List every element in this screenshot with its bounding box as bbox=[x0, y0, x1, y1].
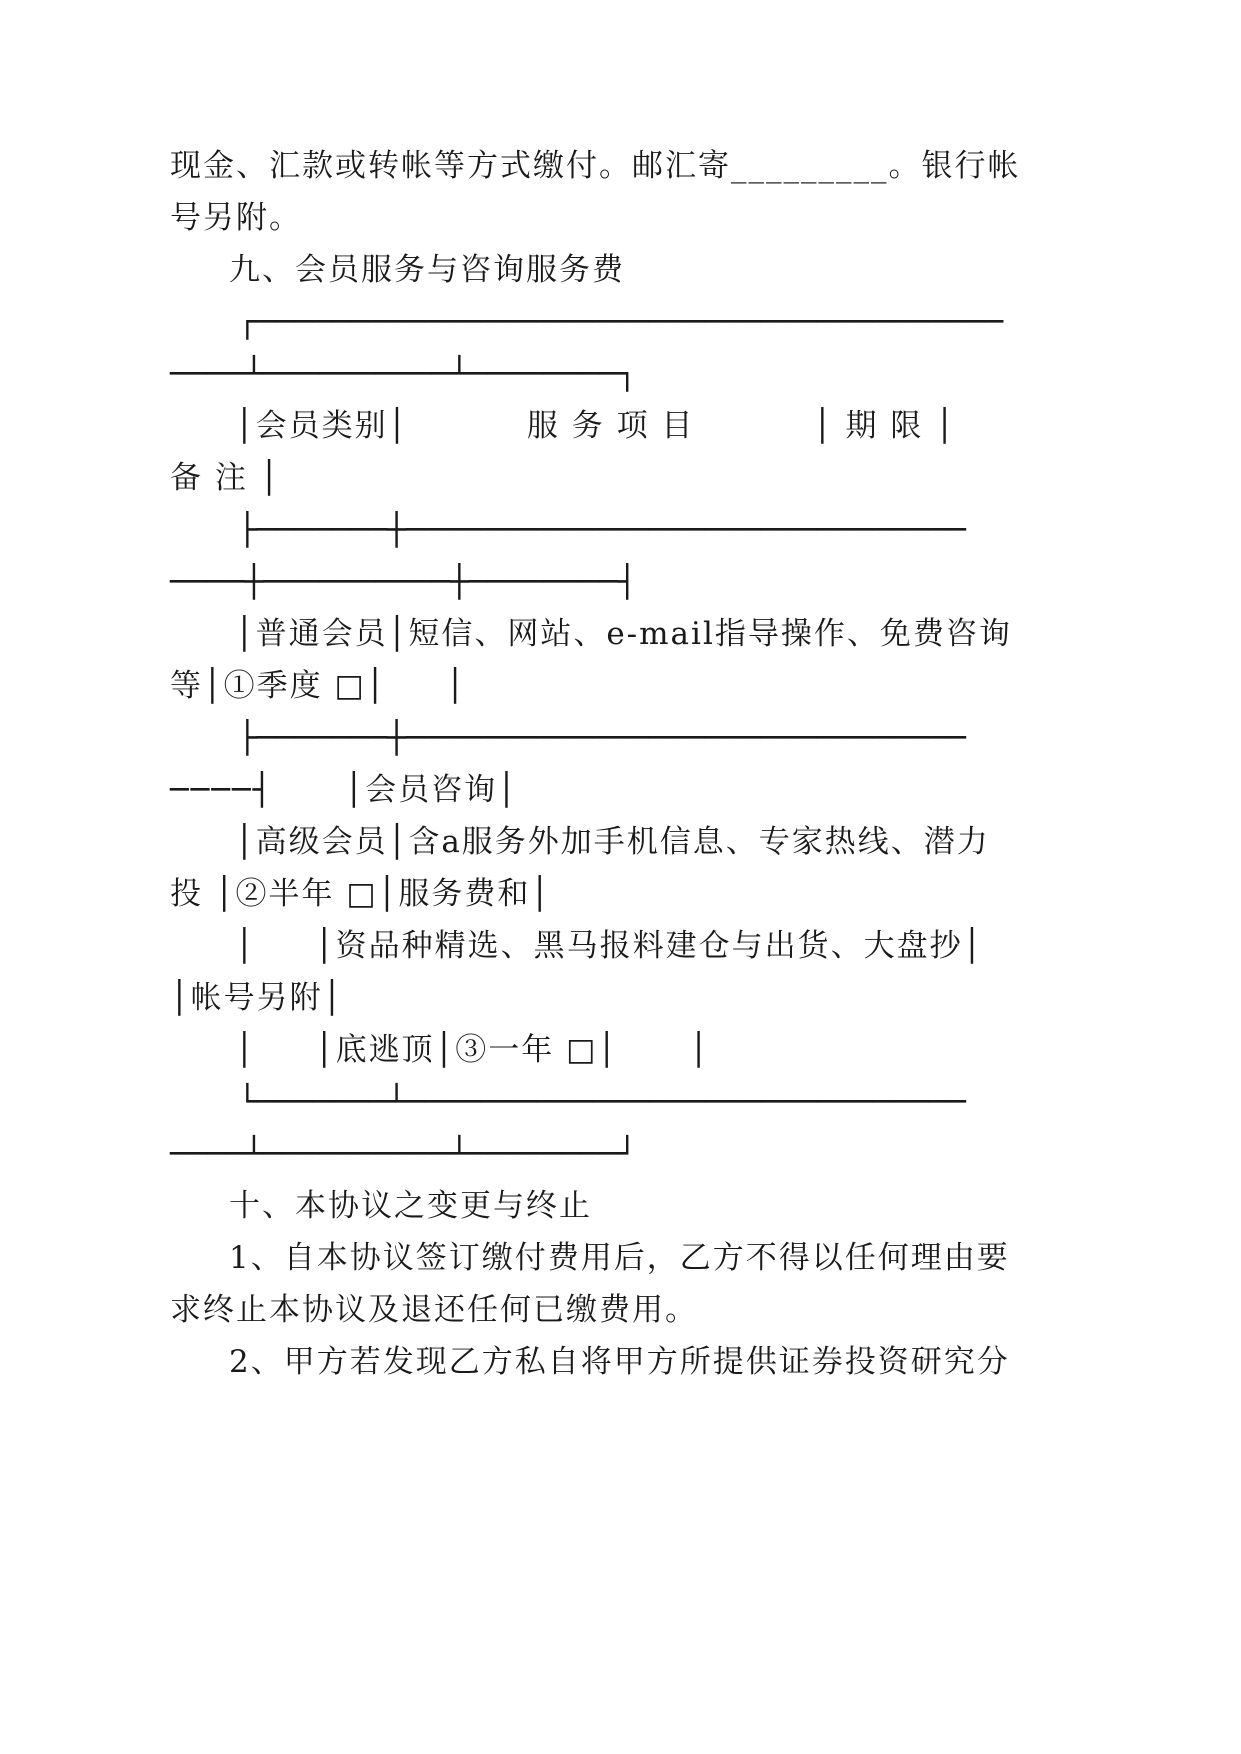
table-rule: ────┼──────────┼────────┤ bbox=[170, 564, 637, 600]
table-rule: └───────┴────────────────────────────── bbox=[238, 1084, 966, 1120]
section-heading: 九、会员服务与咨询服务费 bbox=[229, 252, 625, 288]
table-row: │帐号另附│ bbox=[170, 980, 344, 1016]
table-row: 等│①季度 □│ │ bbox=[170, 668, 467, 704]
table-row: │普通会员│短信、网站、e-mail指导操作、免费咨询 bbox=[235, 616, 1012, 652]
table-rule: ├───────┼────────────────────────────── bbox=[238, 720, 966, 756]
table-rule: ────┴──────────┴────────┐ bbox=[170, 356, 637, 392]
table-rule: ├───────┼────────────────────────────── bbox=[238, 512, 966, 548]
table-rule: ────┴──────────┴────────┘ bbox=[170, 1136, 637, 1172]
table-header-row: 备 注 │ bbox=[170, 460, 281, 496]
table-row: │ │底逃顶│③一年 □│ │ bbox=[235, 1032, 710, 1068]
table-row: 投 │②半年 □│服务费和│ bbox=[170, 876, 551, 912]
section-heading: 十、本协议之变更与终止 bbox=[229, 1188, 592, 1224]
paragraph-line: 现金、汇款或转帐等方式缴付。邮汇寄_________。银行帐 bbox=[170, 148, 1021, 184]
table-row: │ │资品种精选、黑马报料建仓与出货、大盘抄│ bbox=[235, 928, 984, 964]
table-header-row: │会员类别│ 服 务 项 目 │ 期 限 │ bbox=[235, 408, 956, 444]
paragraph-line: 求终止本协议及退还任何已缴费用。 bbox=[170, 1292, 698, 1328]
paragraph-line: 1、自本协议签订缴付费用后，乙方不得以任何理由要 bbox=[229, 1240, 1010, 1276]
paragraph-line: 2、甲方若发现乙方私自将甲方所提供证券投资研究分 bbox=[229, 1344, 1010, 1380]
table-row: ────┤ │会员咨询│ bbox=[170, 772, 518, 808]
paragraph-line: 号另附。 bbox=[170, 200, 302, 236]
table-row: │高级会员│含a服务外加手机信息、专家热线、潜力 bbox=[235, 824, 990, 860]
table-rule: ┌──────────────────────────────────────── bbox=[238, 304, 1004, 340]
